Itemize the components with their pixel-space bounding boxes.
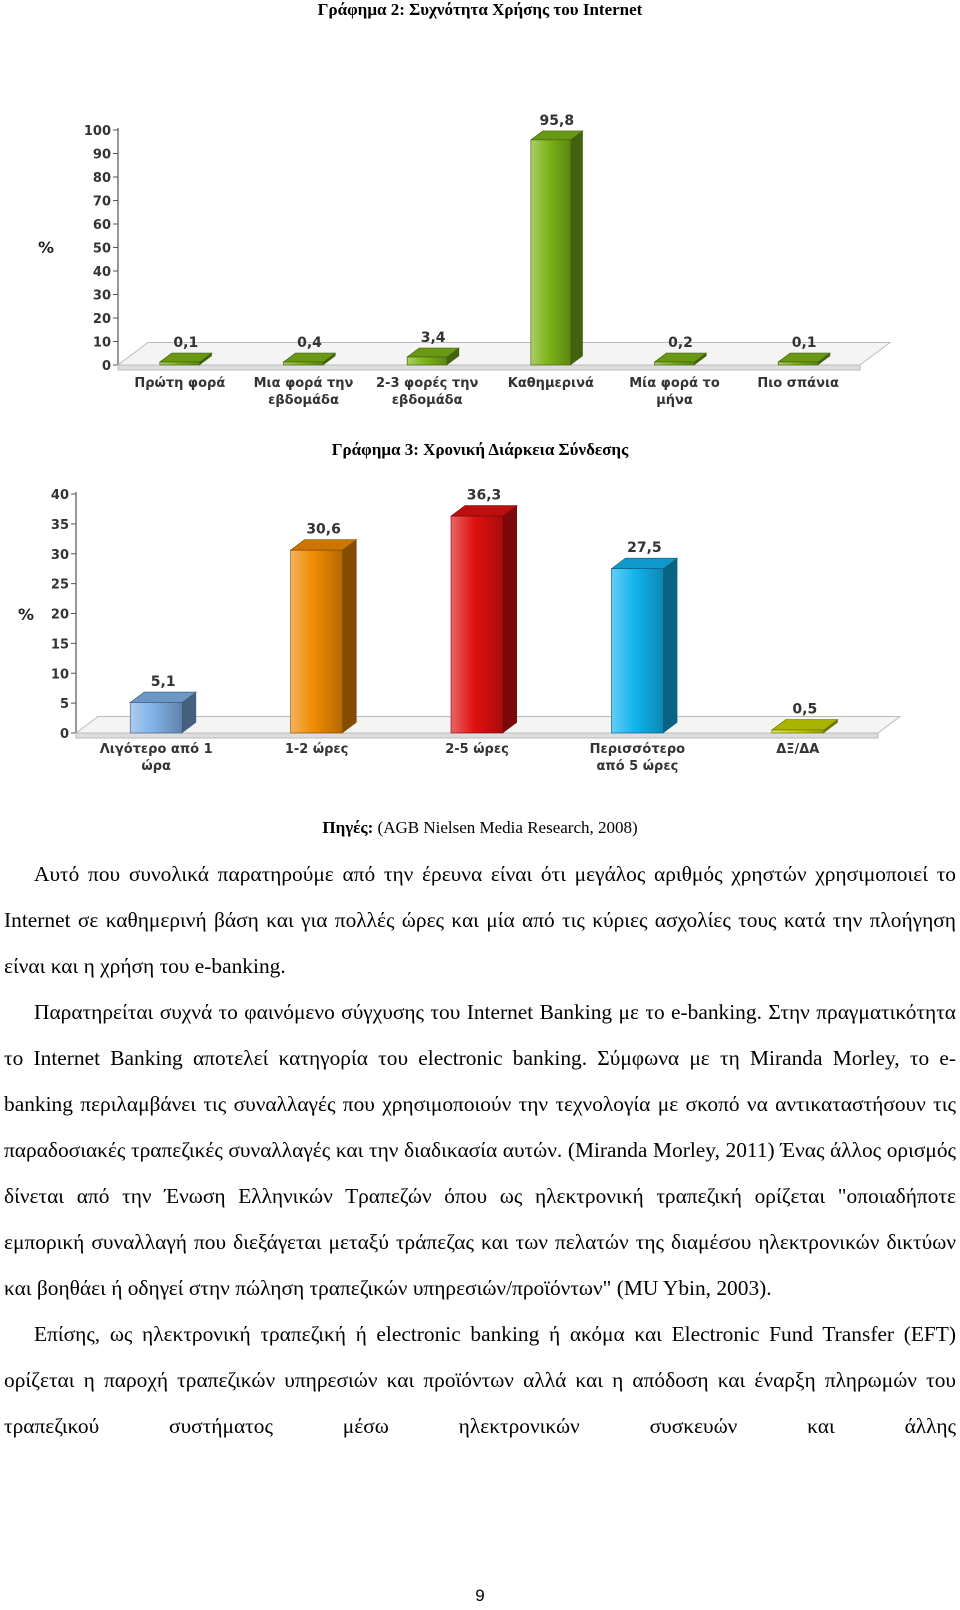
chart3-y-tick-label: 20 [50,607,69,623]
chart3-y-tick-label: 40 [50,488,69,503]
chart3-y-tick-label: 30 [50,547,69,563]
chart2 [0,60,960,420]
chart2-bar [407,357,447,365]
paragraph-2: Παρατηρείται συχνά το φαινόμενο σύγχυσης του Internet Banking με το e-banking. Στην πραγματικότητα το Internet Banking αποτελεί κατηγορία του electronic banking. Σύμφωνα με τη Miranda Morley, το e-banking περιλαμβάνει τις συναλλαγές που χρησιμοποιούν την τεχνολογία με σκοπό να αντικαταστήσουν τις παραδοσιακές τραπεζικές συναλλαγές και την διαδικασία αυτών. (Miranda Morley, 2011) Ένας άλλος ορισμός δίνεται από την Ένωση Ελληνικών Τραπεζών όπου ως ηλεκτρονική τραπεζική ορίζεται "οποιαδήποτε εμπορική συναλλαγή που διεξάγεται μεταξύ τράπεζας και των πελατών της διαμέσου ηλεκτρονικών δικτύων και βοηθάει ή οδηγεί στην πώληση τραπεζικών υπηρεσιών/προϊόντων" (MU Ybin, 2003). [4,1000,956,1300]
chart3-value-label: 5,1 [150,674,176,691]
chart2-category-label: Μια φορά την [253,376,354,391]
chart3-y-tick-label: 15 [50,637,69,653]
chart2-y-tick-label: 70 [92,194,111,210]
chart3-category-label: 1-2 ώρες [284,742,349,757]
chart2-category-label: Μία φορά το [629,376,720,391]
paragraph-3: Επίσης, ως ηλεκτρονική τραπεζική ή electronic banking ή ακόμα και Electronic Fund Transfer (EFT) ορίζεται η παροχή τραπεζικών υπηρεσιών και προϊόντων αλλά και η απόδοση και έναρξη πληρωμών του τραπεζικού συστήματος μέσω ηλεκτρονικών συσκευών και άλλης [4,1322,956,1438]
chart3-y-tick-label: 25 [50,577,69,593]
chart3-y-axis-label: % [17,605,35,624]
chart3-value-label: 0,5 [792,701,818,718]
chart3-bar [611,569,663,733]
source-text: (AGB Nielsen Media Research, 2008) [373,818,638,837]
chart2-category-label: 2-3 φορές την [376,376,479,391]
chart3-category-label: από 5 ώρες [596,759,679,774]
chart3-y-tick-label: 0 [59,727,69,742]
page-number: 9 [475,1586,485,1605]
chart2-category-label: εβδομάδα [268,393,339,408]
chart2-category-label: μήνα [656,393,693,408]
chart2-y-tick-label: 60 [92,218,111,233]
chart3-floor-edge [76,733,878,738]
chart2-bar-side [571,131,583,365]
chart2-y-tick-label: 40 [92,265,111,280]
chart2-bar [160,362,200,365]
source-note [0,818,960,838]
chart3-category-label: Λιγότερο από 1 [99,742,213,757]
chart2-value-label: 0,4 [297,335,322,351]
chart2-value-label: 0,1 [173,335,199,351]
chart2-value-label: 3,4 [420,330,446,347]
chart3 [0,480,960,780]
chart3-bar [772,730,824,733]
chart3-bar-side [343,540,357,733]
chart3-category-label: ώρα [141,759,171,774]
chart3-caption: Γράφημα 3: Χρονική Διάρκεια Σύνδεσης [331,440,629,459]
chart2-y-tick-label: 50 [92,241,111,257]
chart2-value-label: 0,2 [668,335,693,351]
chart2-svg [0,60,960,420]
body-text [4,851,956,1449]
chart3-bar [451,516,503,733]
chart3-category-label: Περισσότερο [589,742,686,757]
chart3-category-label: ΔΞ/ΔΑ [776,742,820,757]
chart3-bar [291,550,343,733]
chart2-category-label: Πιο σπάνια [757,376,839,391]
chart2-y-tick-label: 80 [92,171,111,186]
chart2-category-label: Καθημερινά [507,376,594,391]
chart2-y-tick-label: 0 [101,359,111,374]
chart3-category-label: 2-5 ώρες [445,742,509,757]
paragraph-1: Αυτό που συνολικά παρατηρούμε από την έρευνα είναι ότι μεγάλος αριθμός χρηστών χρησιμοποιεί το Internet σε καθημερινή βάση και για πολλές ώρες και μία από τις κύριες ασχολίες τους κατά την πλοήγηση είναι και η χρήση του e-banking. [4,862,956,978]
chart3-value-label: 30,6 [306,521,341,538]
chart3-bar-side [503,506,517,733]
chart3-bar [130,703,182,733]
chart3-value-label: 27,5 [627,540,662,557]
chart3-y-tick-label: 35 [50,517,69,533]
chart2-value-label: 0,1 [791,335,817,351]
chart2-bar [531,140,571,365]
chart2-y-tick-label: 10 [92,335,111,351]
chart2-category-label: Πρώτη φορά [134,376,226,391]
chart2-floor-edge [118,365,860,370]
chart2-bar [778,362,818,365]
chart2-y-tick-label: 30 [92,288,111,304]
chart2-y-axis-label: % [37,238,55,257]
chart2-bar [655,362,695,365]
chart2-category-label: εβδομάδα [391,393,463,408]
chart2-caption: Γράφημα 2: Συχνότητα Χρήσης του Internet [317,0,643,19]
chart2-bar [284,362,324,365]
chart3-y-tick-label: 10 [50,667,69,683]
source-label: Πηγές: [322,818,374,837]
chart2-value-label: 95,8 [539,112,575,129]
chart3-y-tick-label: 5 [59,697,69,713]
chart2-floor [118,343,890,366]
chart2-y-tick-label: 20 [92,312,111,327]
chart3-bar-side [663,558,677,733]
chart2-y-tick-label: 90 [92,147,111,163]
chart3-svg [0,480,960,780]
chart3-value-label: 36,3 [466,487,502,504]
chart2-y-tick-label: 100 [83,124,111,139]
